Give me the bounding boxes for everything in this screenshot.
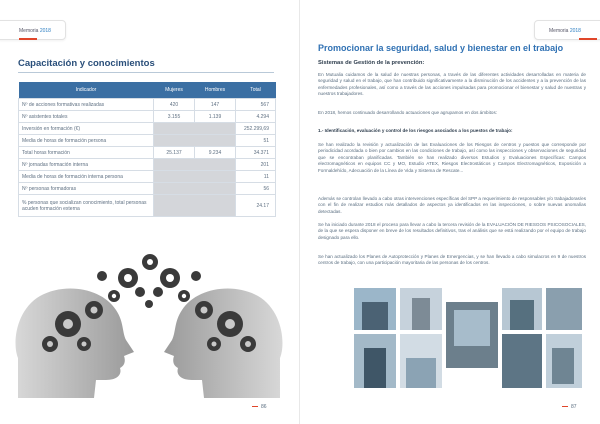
- row-label: Nº asistentes totales: [19, 111, 154, 123]
- heads-gears-illustration: [10, 248, 288, 398]
- row-total: 34.371: [236, 147, 276, 159]
- row-empty-cell: [154, 195, 236, 217]
- row-label: % personas que socializan conocimiento, total personas acuden formación externa: [19, 195, 154, 217]
- col-mujeres: Mujeres: [154, 82, 195, 99]
- paragraph-heading: 1.- Identificación, evaluación y control de los riesgos asociados a los puestos de trabajo:: [318, 128, 513, 133]
- photo-4-detail: [510, 300, 534, 330]
- row-label: Inversión en formación (€): [19, 123, 154, 135]
- header-accent: [19, 38, 37, 40]
- header-label: Memoria: [549, 28, 569, 34]
- table-row: [19, 123, 276, 135]
- row-total: 201: [236, 159, 276, 171]
- photo-8: [502, 334, 542, 388]
- row-label: Media de horas de formación persona: [19, 135, 154, 147]
- row-mujeres: 25.137: [154, 147, 195, 159]
- col-indicador: Indicador: [19, 82, 154, 99]
- indicators-table: [18, 82, 276, 217]
- row-total: 252.299,69: [236, 123, 276, 135]
- section-title: Capacitación y conocimientos: [18, 58, 155, 69]
- photo-6-detail: [364, 348, 386, 388]
- page-number: [252, 404, 267, 410]
- row-empty-cell: [154, 123, 236, 135]
- col-hombres: Hombres: [195, 82, 236, 99]
- row-label: Nº jornadas formación interna: [19, 159, 154, 171]
- page-title: Promocionar la seguridad, salud y bienestar en el trabajo: [318, 43, 564, 53]
- right-head-icon: [164, 288, 282, 398]
- photo-3-detail: [454, 310, 490, 346]
- right-page: [300, 0, 600, 424]
- paragraph: Se han actualizado los Planes de Autoprotección y Planes de Emergencias, y se han llevado a cabo simulacros en 9 de nuestros centros de trabajo, con una participación mayoritaria de las personas de los centros.: [318, 254, 586, 266]
- table-row: [19, 135, 276, 147]
- table-row: [19, 147, 276, 159]
- table-row: [19, 195, 276, 217]
- row-hombres: 9.234: [195, 147, 236, 159]
- table-row: [19, 183, 276, 195]
- header-tab: [0, 20, 66, 40]
- page-number-accent: [562, 406, 568, 408]
- row-total: 56: [236, 183, 276, 195]
- table-row: [19, 159, 276, 171]
- header-year: 2018: [569, 28, 581, 34]
- row-label: Total horas formación: [19, 147, 154, 159]
- table-row: [19, 111, 276, 123]
- left-head-icon: [16, 288, 134, 398]
- table-row: [19, 171, 276, 183]
- section-divider: [18, 72, 274, 73]
- row-total: 567: [236, 99, 276, 111]
- page-number-text: 87: [571, 404, 577, 410]
- paragraph: Se han realizado la revisión y actualización de las Evaluaciones de los Riesgos de centros y puestos que corresponde por periodicidad acordada o bien por cambios en las condiciones de trabajo, así como las inspecciones y observaciones de seguridad que se encontraban planificadas. También se han realizado diversos Estudios y Evaluaciones Específicas: Campos electromagnéticos en equipos CC y MO, Estudio ATEX, Riesgos Electrostáticos y Campos Electromagnéticos, Exposición a Formaldehído, Adecuación de la Línea de Vida y Sistema de Rescate...: [318, 142, 586, 173]
- paragraph: En 2018, hemos continuado desarrollando actuaciones que agrupamos en dos ámbitos:: [318, 110, 498, 115]
- header-tab: [534, 20, 600, 40]
- row-mujeres: 3.155: [154, 111, 195, 123]
- paragraph: Además se controlan llevado a cabo otras intervenciones específicas del SPP a requerimiento de responsables y/o trabajadoras/es con el fin de realizar estudios más detallados de aspectos ya identificados en las inspecciones, o sobre nuevas anomalías detectadas.: [318, 196, 586, 214]
- row-empty-cell: [154, 183, 236, 195]
- photo-5: [546, 288, 582, 330]
- row-label: Nº personas formadoras: [19, 183, 154, 195]
- row-empty-cell: [154, 171, 236, 183]
- floating-gears-icon: [97, 254, 201, 308]
- row-total: 11: [236, 171, 276, 183]
- row-total: 4.294: [236, 111, 276, 123]
- col-total: Total: [236, 82, 276, 99]
- header-year: 2018: [39, 28, 51, 34]
- photo-2-detail: [412, 298, 430, 330]
- subtitle: Sistemas de Gestión de la prevención:: [318, 60, 425, 66]
- page-number-accent: [252, 406, 258, 408]
- photo-1-detail: [362, 302, 388, 330]
- row-hombres: 147: [195, 99, 236, 111]
- photo-collage: [354, 288, 584, 400]
- photo-7-detail: [406, 358, 436, 388]
- page-number-text: 86: [261, 404, 267, 410]
- paragraph: En Mutualia cuidamos de la salud de nuestras personas, a través de las diferentes actividades desarrolladas en materia de seguridad y salud en el trabajo, que han contribuido significativamente a la disminución de los accidentes y a la prevención de las enfermedades profesionales, así como a través de las acciones impulsadas para promocionar el bienestar y salud de nuestras y nuestros trabajadores.: [318, 72, 586, 97]
- header-accent: [579, 38, 597, 40]
- row-total: 51: [236, 135, 276, 147]
- row-mujeres: 420: [154, 99, 195, 111]
- table-header-row: [19, 82, 276, 99]
- row-empty-cell: [154, 135, 236, 147]
- header-label: Memoria: [19, 28, 39, 34]
- paragraph: Se ha iniciado durante 2018 el proceso para llevar a cabo la tercera revisión de la EVALUACIÓN DE RIESGOS PSICOSOCIALES, de la que se espera disponer en breve de los resultados definitivos, tras el análisis que se está realizando por el equipo de trabajo designado para ello.: [318, 222, 586, 240]
- row-label: Nº de acciones formativas realizadas: [19, 99, 154, 111]
- photo-9-detail: [552, 348, 574, 384]
- row-hombres: 1.139: [195, 111, 236, 123]
- row-label: Media de horas de formación interna persona: [19, 171, 154, 183]
- table-row: [19, 99, 276, 111]
- page-number: [562, 404, 577, 410]
- row-total: 24.17: [236, 195, 276, 217]
- row-empty-cell: [154, 159, 236, 171]
